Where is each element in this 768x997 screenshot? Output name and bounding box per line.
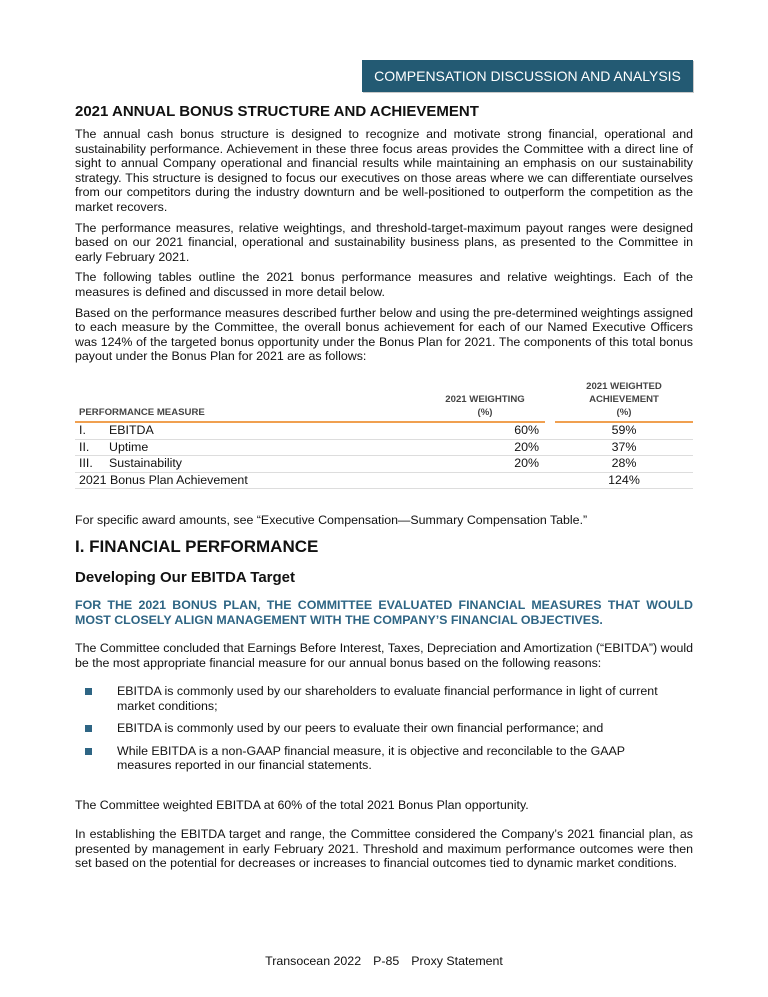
ebitda-target-heading: Developing Our EBITDA Target — [75, 569, 296, 586]
paragraph: Based on the performance measures described further below and using the pre-determined weightings assigned to each measure by the Committee, the overall bonus achievement for each of our Named Executive Officers was 124% of the targeted bonus opportunity under the Bonus Plan for 2021. The components of this total bonus payout under the Bonus Plan for 2021 are as follows: — [75, 305, 693, 364]
header-measure: PERFORMANCE MEASURE — [75, 380, 465, 422]
bonus-table-wrap — [75, 380, 693, 489]
paragraph: The annual cash bonus structure is designed to recognize and motivate strong financial, operational and sustainability performance. Achievement in these three focus areas provides the Committee with a direct line of sight to annual Company operational and financial results while maintaining an emphasis on our sustainability strategy. This structure is designed to focus our executives on those areas where we can differentiate ourselves from our competitors during the industry downturn and be well-positioned to outperform the competition as the market recovers. — [75, 127, 693, 214]
header-achievement: 2021 WEIGHTED ACHIEVEMENT (%) — [555, 380, 693, 422]
page-footer: Transocean 2022 P-85 Proxy Statement — [265, 954, 503, 968]
list-item: EBITDA is commonly used by our peers to evaluate their own financial performance; and — [75, 721, 675, 736]
paragraph: The Committee concluded that Earnings Before Interest, Taxes, Depreciation and Amortization (“EBITDA”) would be the most appropriate financial measure for our annual bonus based on the following reasons: — [75, 641, 693, 670]
paragraph: The Committee weighted EBITDA at 60% of the total 2021 Bonus Plan opportunity. — [75, 798, 529, 812]
paragraph: The following tables outline the 2021 bonus performance measures and relative weightings. Each of the measures is defined and discussed in more detail below. — [75, 270, 693, 299]
header-weighting: 2021 WEIGHTING (%) — [465, 380, 545, 422]
table-row: II. Uptime 20% 37% — [75, 439, 693, 456]
award-note: For specific award amounts, see “Executive Compensation—Summary Compensation Table.” — [75, 513, 588, 527]
table-row: III. Sustainability 20% 28% — [75, 456, 693, 473]
square-bullet-icon — [85, 688, 92, 695]
list-item: EBITDA is commonly used by our shareholders to evaluate financial performance in light of current market conditions; — [75, 684, 675, 713]
table-total-row: 2021 Bonus Plan Achievement 124% — [75, 472, 693, 489]
section-title: 2021 ANNUAL BONUS STRUCTURE AND ACHIEVEMENT — [75, 103, 479, 120]
intro-paragraphs — [75, 127, 693, 364]
square-bullet-icon — [85, 748, 92, 755]
table-row: I. EBITDA 60% 59% — [75, 422, 693, 439]
square-bullet-icon — [85, 725, 92, 732]
callout: FOR THE 2021 BONUS PLAN, THE COMMITTEE EVALUATED FINANCIAL MEASURES THAT WOULD MOST CLOSELY ALIGN MANAGEMENT WITH THE COMPANY’S FINANCIAL OBJECTIVES. — [75, 598, 693, 627]
paragraph: In establishing the EBITDA target and range, the Committee considered the Company’s 2021 financial plan, as presented by management in early February 2021. Threshold and maximum performance outcomes were then set based on the potential for decreases or increases to financial outcomes tied to dynamic market conditions. — [75, 827, 693, 871]
section-banner: COMPENSATION DISCUSSION AND ANALYSIS — [362, 60, 693, 92]
reasons-list — [75, 684, 675, 781]
financial-performance-heading: I. FINANCIAL PERFORMANCE — [75, 537, 319, 556]
list-item: While EBITDA is a non-GAAP financial measure, it is objective and reconcilable to the GAAP measures reported in our financial statements. — [75, 744, 675, 773]
paragraph: The performance measures, relative weightings, and threshold-target-maximum payout ranges were designed based on our 2021 financial, operational and sustainability business plans, as presented to the Committee in early February 2021. — [75, 220, 693, 264]
bonus-table — [75, 380, 693, 489]
